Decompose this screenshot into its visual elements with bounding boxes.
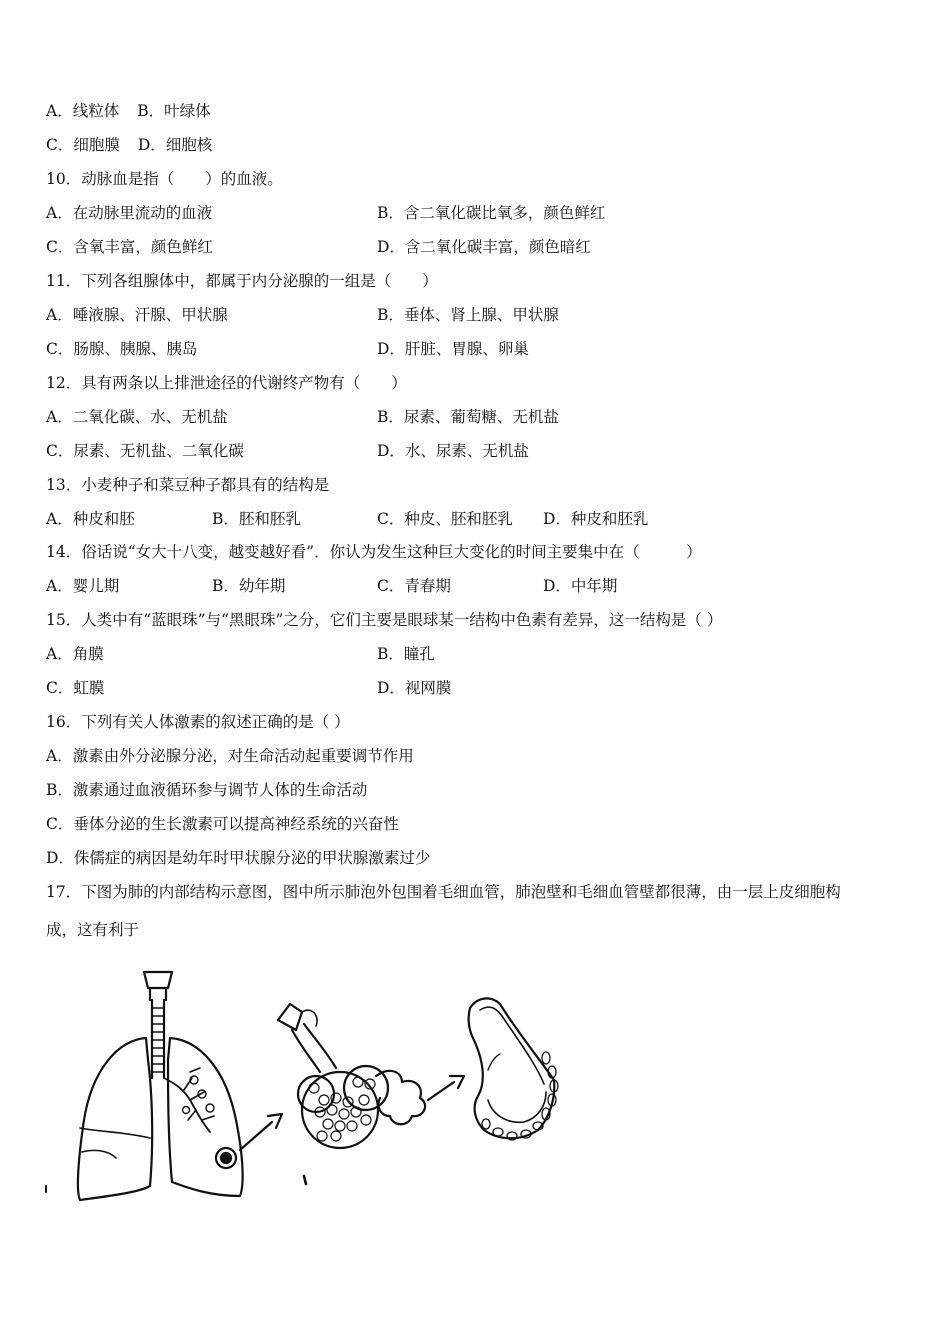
question-stem-cont: 成，这有利于 [46,921,140,939]
option-d: D．侏儒症的病因是幼年时甲状腺分泌的甲状腺激素过少 [46,849,431,867]
option-c: C．细胞膜 [46,136,120,154]
question-stem: 12．具有两条以上排泄途径的代谢终产物有（ ） [46,374,407,392]
larynx [144,972,172,988]
option-b: B．激素通过血液循环参与调节人体的生命活动 [46,781,368,799]
option-c: C．含氧丰富，颜色鲜红 [46,238,213,256]
option-c: C．虹膜 [46,679,105,697]
option-b: B．幼年期 [212,577,286,595]
alveolus-wall [469,998,555,1138]
option-a: A．在动脉里流动的血液 [46,204,213,222]
question-stem: 10．动脉血是指（ ）的血液。 [46,170,283,188]
option-a: A．种皮和胚 [46,510,135,528]
option-b: B．胚和胚乳 [212,510,301,528]
question-stem: 17．下图为肺的内部结构示意图，图中所示肺泡外包围着毛细血管，肺泡壁和毛细血管壁都很薄，由一层上皮细胞构 [46,883,841,901]
capillary-cells [482,1052,558,1140]
options-row [46,305,559,325]
arrow-2 [428,1082,454,1100]
option-a: A．线粒体 [46,102,120,120]
left-lung [78,1038,152,1200]
bronchiole-tip [278,1004,302,1030]
q9-row2 [46,135,212,155]
options-row [46,441,529,461]
option-d: D．种皮和胚乳 [543,510,649,528]
options-row [46,509,649,529]
options-row [46,237,591,257]
options-row [46,339,529,359]
option-a: A．角膜 [46,645,104,663]
option-a: A．唾液腺、汗腺、甲状腺 [46,306,228,324]
option-b: B．叶绿体 [137,102,211,120]
lung-structure-diagram [40,960,580,1210]
option-a: A．二氧化碳、水、无机盐 [46,408,228,426]
option-b: B．尿素、葡萄糖、无机盐 [377,408,559,426]
single-alveolus [376,1071,425,1124]
right-lung [168,1038,243,1196]
question-stem: 14．俗话说“女大十八变，越变越好看”．你认为发生这种巨大变化的时间主要集中在（ ） [46,543,702,561]
trachea [152,1000,164,1078]
options-row [46,644,435,664]
option-c: C．肠腺、胰腺、胰岛 [46,340,198,358]
option-c: C．青春期 [377,577,451,595]
option-b: B．垂体、肾上腺、甲状腺 [377,306,559,324]
options-row [46,576,618,596]
options-row [46,678,452,698]
option-c: C．尿素、无机盐、二氧化碳 [46,442,244,460]
option-d: D．细胞核 [137,136,213,154]
option-a: A．激素由外分泌腺分泌，对生命活动起重要调节作用 [46,747,414,765]
question-stem: 13．小麦种子和菜豆种子都具有的结构是 [46,476,330,494]
option-b: B．含二氧化碳比氧多，颜色鲜红 [377,204,606,222]
question-stem: 16．下列有关人体激素的叙述正确的是（ ） [46,713,350,731]
option-a: A．婴儿期 [46,577,120,595]
option-c: C．垂体分泌的生长激素可以提高神经系统的兴奋性 [46,815,399,833]
option-b: B．瞳孔 [377,645,435,663]
arrow-1 [240,1122,272,1150]
question-stem: 15．人类中有“蓝眼珠”与“黑眼珠”之分，它们主要是眼球某一结构中色素有差异，这一结构是（ ） [46,611,723,629]
option-d: D．含二氧化碳丰富，颜色暗红 [377,238,591,256]
q9-row1 [46,101,211,121]
options-row [46,407,559,427]
option-d: D．肝脏、胃腺、卵巢 [377,340,529,358]
option-d: D．水、尿素、无机盐 [377,442,529,460]
question-stem: 11．下列各组腺体中，都属于内分泌腺的一组是（ ） [46,272,438,290]
option-c: C．种皮、胚和胚乳 [377,510,513,528]
option-d: D．视网膜 [377,679,452,697]
options-row [46,203,606,223]
option-d: D．中年期 [543,577,618,595]
